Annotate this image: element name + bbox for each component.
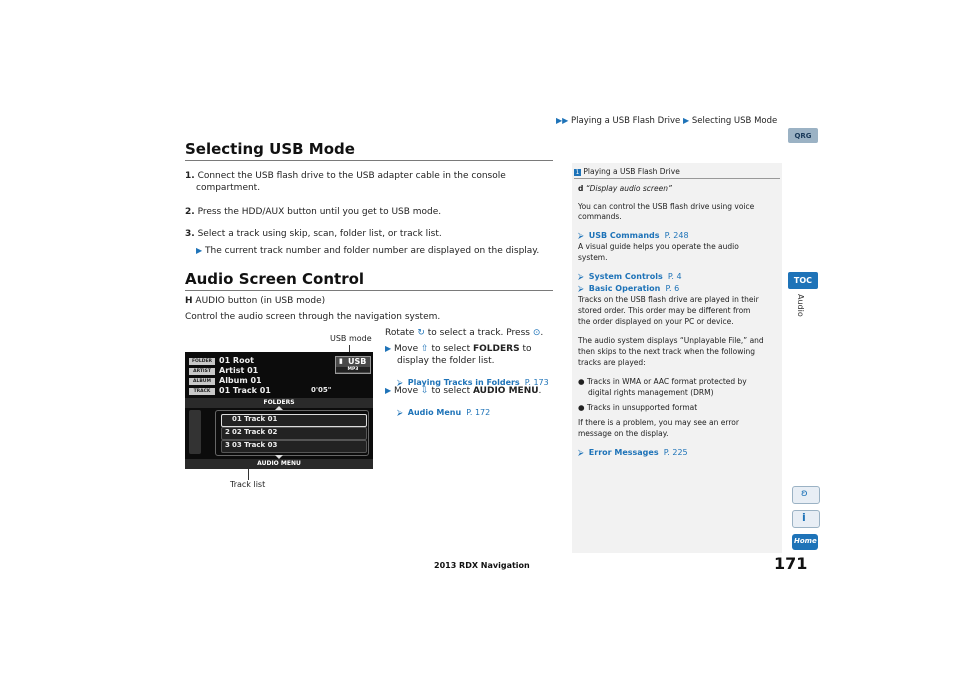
move-folders-instruction-cont: display the folder list. xyxy=(397,356,495,366)
breadcrumb-link-usb[interactable]: Playing a USB Flash Drive xyxy=(571,116,681,126)
bullet-icon: ● xyxy=(578,403,585,412)
intro-text: Control the audio screen through the navigation system. xyxy=(185,312,441,322)
document-title: 2013 RDX Navigation xyxy=(434,561,530,570)
interface-dial-rotate-icon: ↻ xyxy=(417,328,425,338)
note-p2-1: A visual guide helps you operate the audio xyxy=(578,242,739,251)
rotate-instruction: Rotate ↻ to select a track. Press ⊙. xyxy=(385,328,544,338)
section-title-audio-screen-control: Audio Screen Control xyxy=(185,270,365,288)
current-track: 01 Track 01 xyxy=(219,386,271,395)
link-arrow-icon: ⮚ xyxy=(578,448,584,457)
screen-side-rail xyxy=(189,410,201,454)
callout-usb-mode: USB mode xyxy=(330,334,372,343)
breadcrumb-arrow-icon: ▶▶ xyxy=(556,116,569,125)
voice-command: d “Display audio screen” xyxy=(578,184,672,193)
section-title-selecting-usb-mode: Selecting USB Mode xyxy=(185,140,355,158)
note-p4-1: The audio system displays “Unplayable File,” and xyxy=(578,336,764,345)
note-p4-3: tracks are played: xyxy=(578,358,646,367)
step-2: 2. Press the HDD/AUX button until you get to USB mode. xyxy=(185,207,442,217)
section-divider xyxy=(185,160,553,161)
toc-tab[interactable]: TOC xyxy=(788,272,818,289)
note-p4-2: then skips to the next track when the following xyxy=(578,347,755,356)
current-album: Album 01 xyxy=(219,376,262,385)
track-item-3[interactable]: 3 03 Track 03 xyxy=(221,440,367,453)
link-usb-commands[interactable]: ⮚ USB Commands P. 248 xyxy=(578,231,689,240)
link-arrow-icon: ⮚ xyxy=(578,284,584,293)
link-arrow-icon: ⮚ xyxy=(578,272,584,281)
voice-command-icon: ʚ xyxy=(801,488,808,499)
link-error-messages[interactable]: ⮚ Error Messages P. 225 xyxy=(578,448,688,457)
step-3: 3. Select a track using skip, scan, folder list, or track list. xyxy=(185,229,442,239)
page-number: 171 xyxy=(774,554,808,573)
link-system-controls[interactable]: ⮚ System Controls P. 4 xyxy=(578,272,682,281)
audio-menu-button[interactable]: AUDIO MENU xyxy=(185,459,373,469)
note-divider xyxy=(574,178,780,179)
breadcrumb-arrow-icon: ▶ xyxy=(683,116,690,125)
link-audio-menu[interactable]: ⮚ Audio Menu P. 172 xyxy=(397,408,491,417)
link-arrow-icon: ⮚ xyxy=(397,378,403,387)
voice-command-icon: d xyxy=(578,184,584,193)
result-arrow-icon: ▶ xyxy=(196,246,203,255)
button-line: H AUDIO button (in USB mode) xyxy=(185,296,326,306)
step-1-cont: compartment. xyxy=(196,183,261,193)
home-nav-button[interactable] xyxy=(792,534,818,550)
note-number-icon: 1 xyxy=(575,169,580,176)
breadcrumb-current: Selecting USB Mode xyxy=(691,116,778,126)
section-tab-audio[interactable]: Audio xyxy=(796,294,805,317)
link-basic-operation[interactable]: ⮚ Basic Operation P. 6 xyxy=(578,284,680,293)
current-artist: Artist 01 xyxy=(219,366,259,375)
note-p5-2: message on the display. xyxy=(578,429,669,438)
link-arrow-icon: ⮚ xyxy=(578,231,584,240)
track-item-1[interactable]: 01 Track 01 xyxy=(221,414,367,427)
tag-folder: FOLDER xyxy=(189,358,215,365)
home-icon: Home xyxy=(794,537,817,545)
instruction-arrow-icon: ▶ xyxy=(385,344,392,353)
note-p1-1: You can control the USB flash drive using voice xyxy=(578,202,755,211)
audio-screen xyxy=(185,352,373,469)
note-bullet-1: ● Tracks in WMA or AAC format protected by xyxy=(578,377,747,386)
voice-command-nav-button[interactable] xyxy=(792,486,820,504)
section-divider xyxy=(185,290,553,291)
usb-mode-badge: ▮ USB MP3 xyxy=(335,356,371,374)
tag-artist: ARTIST xyxy=(189,368,215,375)
tag-album: ALBUM xyxy=(189,378,215,385)
note-bullet-2: ● Tracks in unsupported format xyxy=(578,403,698,412)
folders-button[interactable]: FOLDERS xyxy=(185,398,373,408)
note-p3-1: Tracks on the USB flash drive are played in their xyxy=(578,295,759,304)
callout-track-list: Track list xyxy=(230,480,266,489)
instruction-arrow-icon: ▶ xyxy=(385,386,392,395)
hardware-button-icon: H xyxy=(185,296,193,306)
usb-icon: ▮ xyxy=(339,357,343,365)
index-nav-button[interactable] xyxy=(792,510,820,528)
note-title: 1 Playing a USB Flash Drive xyxy=(575,167,680,176)
note-p3-3: the order displayed on your PC or device. xyxy=(578,317,734,326)
info-icon: i xyxy=(802,511,806,524)
move-audio-menu-instruction: ▶ Move ⇩ to select AUDIO MENU. xyxy=(385,386,542,396)
move-folders-instruction: ▶ Move ⇧ to select FOLDERS to xyxy=(385,344,532,354)
track-item-2[interactable]: 2 02 Track 02 xyxy=(221,427,367,440)
interface-dial-press-icon: ⊙ xyxy=(532,328,541,338)
note-p3-2: stored order. This order may be different from xyxy=(578,306,751,315)
current-folder: 01 Root xyxy=(219,356,254,365)
link-playing-tracks-in-folders[interactable]: ⮚ Playing Tracks in Folders P. 173 xyxy=(397,378,549,387)
tag-track: TRACK xyxy=(189,388,215,395)
link-arrow-icon: ⮚ xyxy=(397,408,403,417)
breadcrumb xyxy=(556,116,777,126)
qrg-tab[interactable]: QRG xyxy=(788,128,818,143)
step-1: 1. Connect the USB flash drive to the USB adapter cable in the console xyxy=(185,171,506,181)
elapsed-time: 0'05" xyxy=(311,386,332,394)
dial-move-up-icon: ⇧ xyxy=(421,344,429,354)
step-3-result: ▶ The current track number and folder number are displayed on the display. xyxy=(196,246,540,256)
bullet-icon: ● xyxy=(578,377,585,386)
note-p2-2: system. xyxy=(578,253,608,262)
note-p5-1: If there is a problem, you may see an error xyxy=(578,418,739,427)
note-p1-2: commands. xyxy=(578,212,622,221)
dial-move-down-icon: ⇩ xyxy=(421,386,429,396)
note-bullet-1-cont: digital rights management (DRM) xyxy=(588,388,714,397)
